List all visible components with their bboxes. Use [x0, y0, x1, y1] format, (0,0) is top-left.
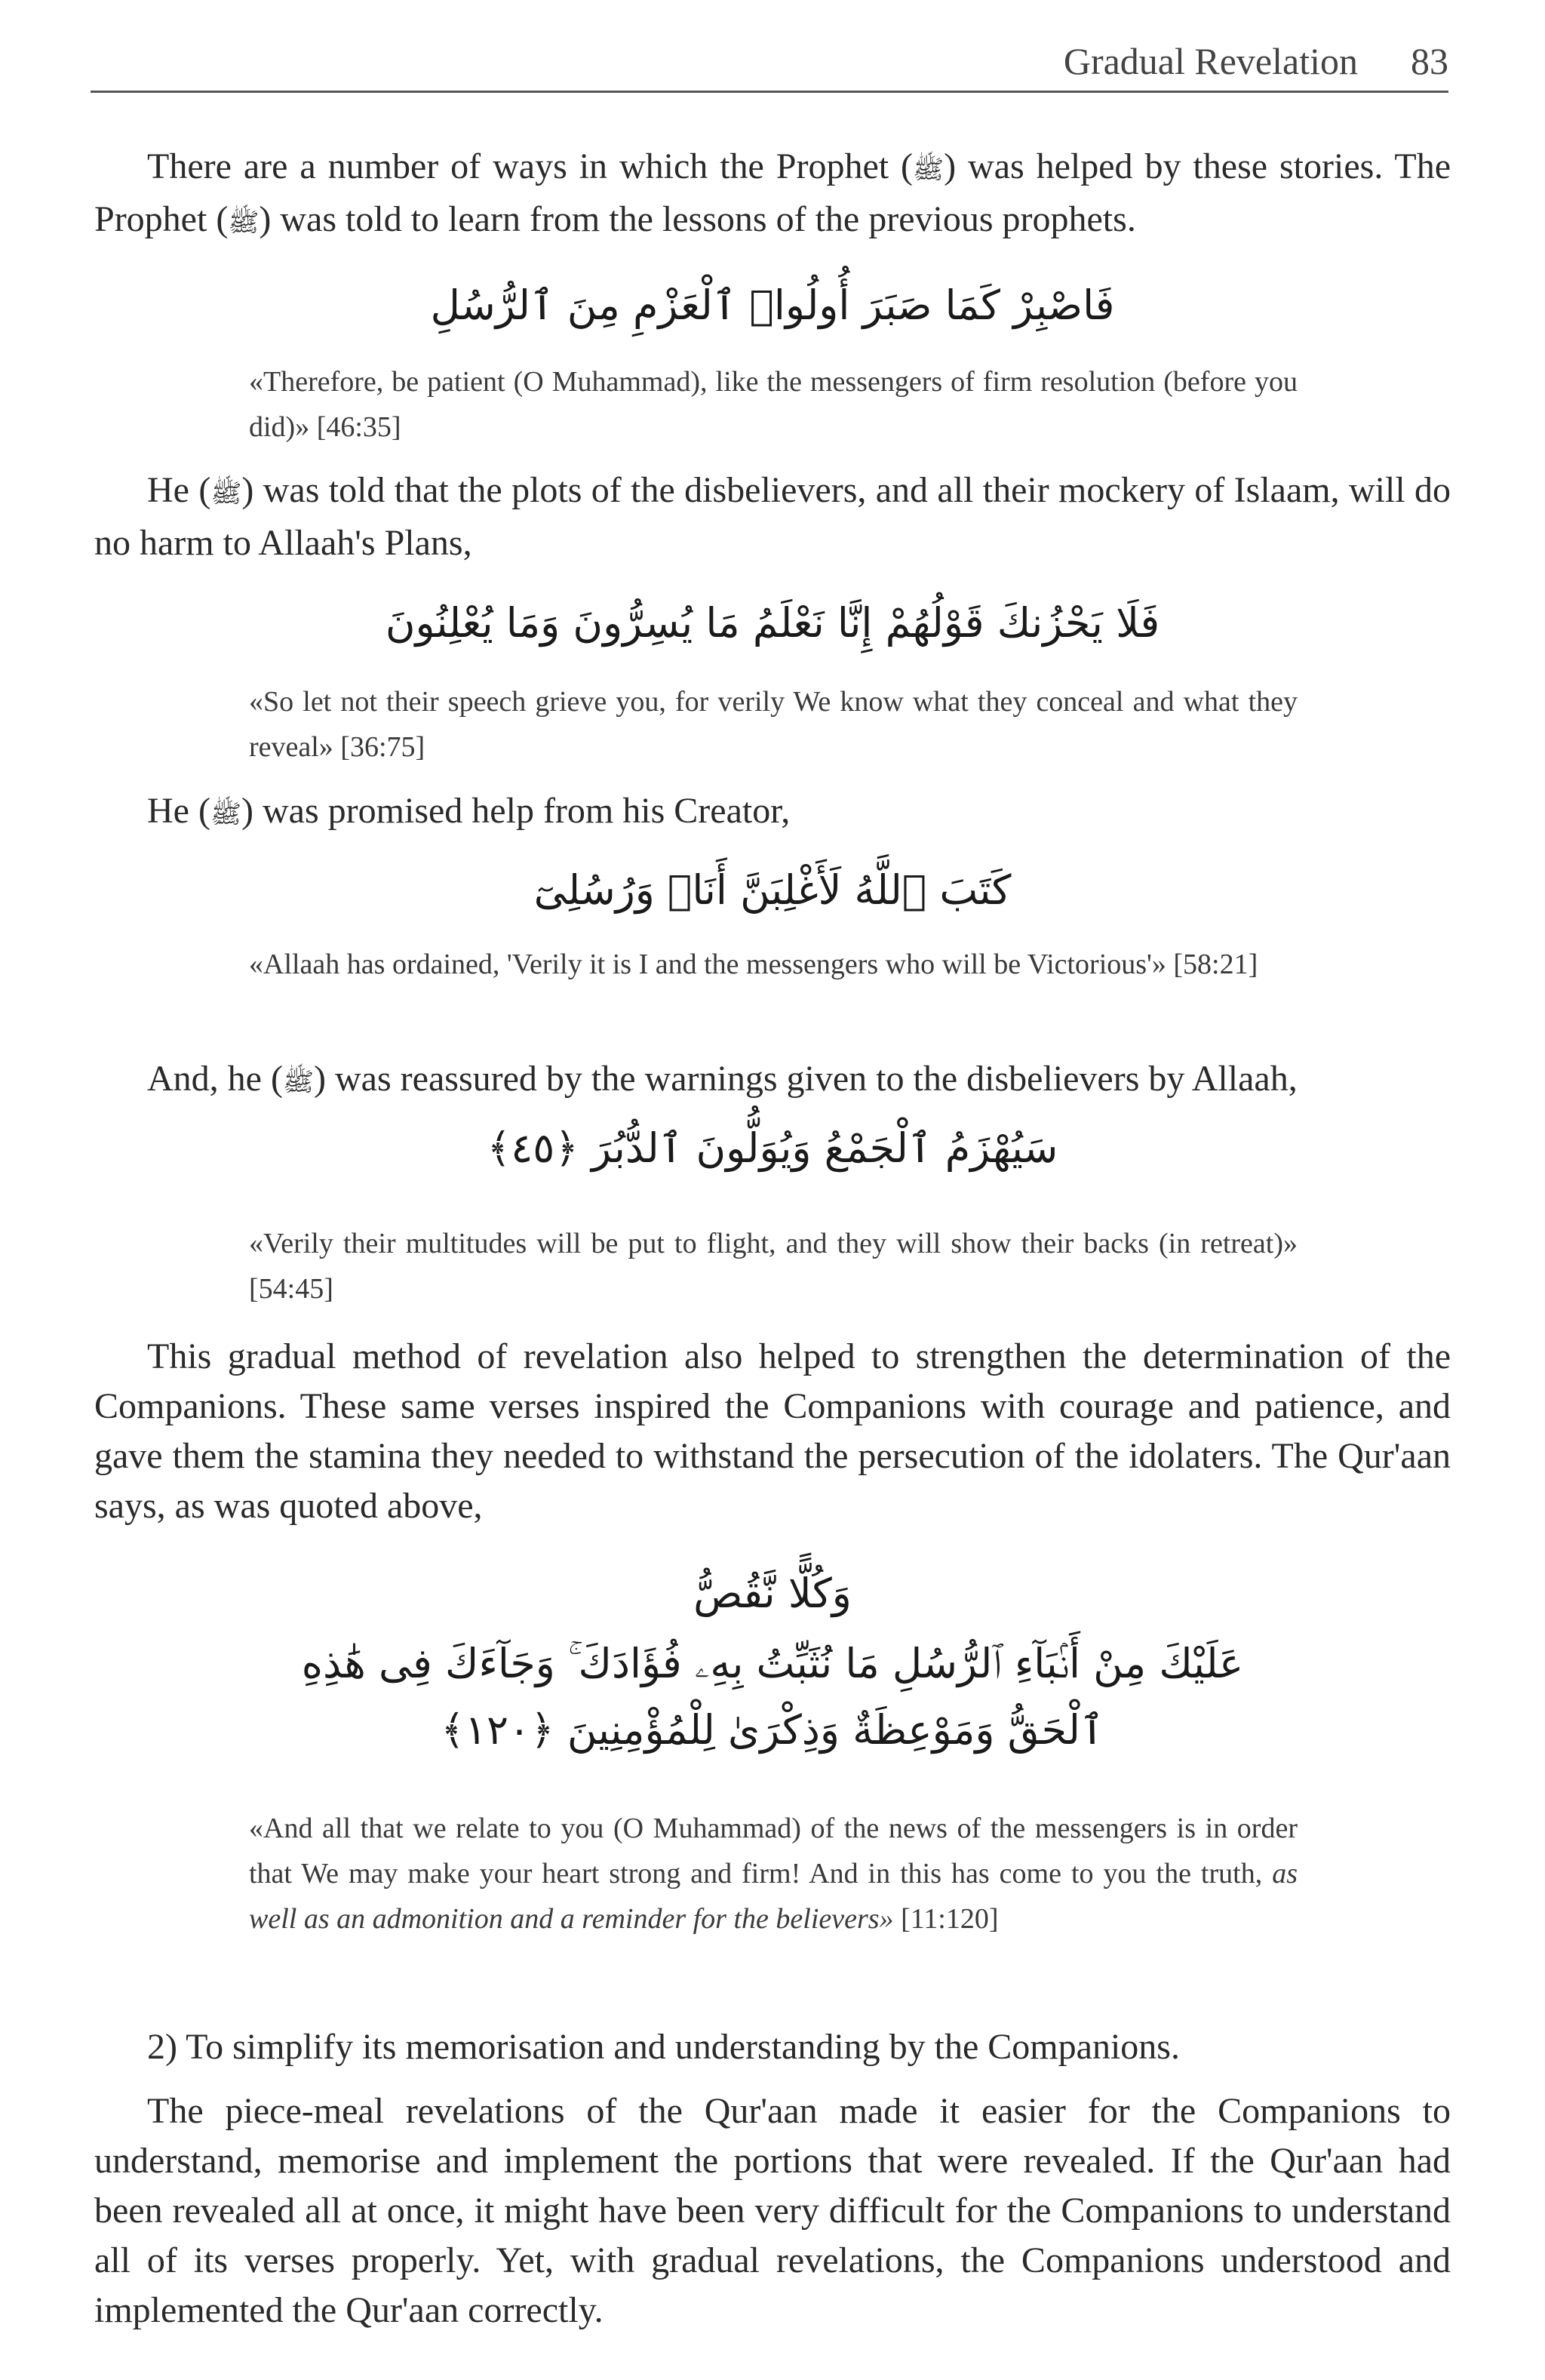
arabic-verse-11-120-line-1: وَكُلًّا نَّقُصُّ — [693, 1570, 852, 1617]
paragraph-gradual-method: This gradual method of revelation also helped to strengthen the determination of the Companions. These same verses inspired the Companions with courage and patience, and gave them the stamina they needed to withstand the persecution of the idolaters. The Qur'aan says, as was quoted above, — [94, 1336, 1451, 1526]
salutation-symbol: ﷺ — [210, 799, 242, 829]
paragraph-piece-meal: The piece-meal revelations of the Qur'aan made it easier for the Companions to understand, memorise and implement the portions that were revealed. If the Qur'aan had been revealed all at once, it might have been very difficult for the Companions to understand all of its verses properly. Yet, with gradual revelations, the Companions understood and implemented the Qur'aan correctly. — [94, 2091, 1451, 2330]
arabic-verse-58-21: كَتَبَ ٱللَّهُ لَأَغْلِبَنَّ أَنَا۠ وَرُسُلِىٓ — [533, 866, 1012, 914]
salutation-symbol: ﷺ — [913, 155, 945, 185]
verse-translation-46-35: «Therefore, be patient (O Muhammad), like the messengers of firm resolution (before you did)» [46:35] — [249, 366, 1298, 443]
salutation-symbol: ﷺ — [282, 1067, 315, 1097]
arabic-verse-54-45: سَيُهْزَمُ ٱلْجَمْعُ وَيُوَلُّونَ ٱلدُّبُرَ ﴿٤٥﴾ — [487, 1124, 1058, 1172]
paragraph-plots: He (ﷺ) was told that the plots of the disbelievers, and all their mockery of Islaam, will do no harm to Allaah's Plans, — [94, 470, 1451, 563]
verse-translation-36-75: «So let not their speech grieve you, for verily We know what they conceal and what they reveal» [36:75] — [249, 686, 1298, 763]
arabic-verse-46-35: فَاصْبِرْ كَمَا صَبَرَ أُولُوا۟ ٱلْعَزْمِ مِنَ ٱلرُّسُلِ — [430, 281, 1115, 329]
italic-phrase: as well as an admonition and a reminder for the believers» — [249, 1858, 1298, 1935]
salutation-symbol: ﷺ — [228, 208, 260, 238]
paragraph-promised-help: He (ﷺ) was promised help from his Creator, — [147, 791, 791, 831]
arabic-verse-11-120-line-3: ٱلْحَقُّ وَمَوْعِظَةٌ وَذِكْرَىٰ لِلْمُؤْمِنِينَ ﴿١٢٠﴾ — [441, 1706, 1104, 1754]
numbered-point-2: 2) To simplify its memorisation and understanding by the Companions. — [147, 2027, 1180, 2067]
verse-translation-58-21: «Allaah has ordained, 'Verily it is I and the messengers who will be Victorious'» [58:21] — [249, 949, 1258, 980]
verse-translation-54-45: «Verily their multitudes will be put to flight, and they will show their backs (in retreat)» [54:45] — [249, 1228, 1298, 1305]
arabic-verse-36-75: فَلَا يَحْزُنكَ قَوْلُهُمْ إِنَّا نَعْلَمُ مَا يُسِرُّونَ وَمَا يُعْلِنُونَ — [385, 599, 1160, 647]
arabic-verse-11-120-line-2: عَلَيْكَ مِنْ أَنۢبَآءِ ٱلرُّسُلِ مَا نُثَبِّتُ بِهِۦ فُؤَادَكَ ۚ وَجَآءَكَ فِى هَٰذِهِ — [301, 1640, 1244, 1687]
verse-translation-11-120: «And all that we relate to you (O Muhammad) of the news of the messengers is in order that We may make your heart strong and firm! And in this has come to you the truth, as well as an admonition and a reminder for the believers» [11:120] — [249, 1813, 1298, 1935]
paragraph-warnings: And, he (ﷺ) was reassured by the warnings given to the disbelievers by Allaah, — [147, 1059, 1298, 1099]
running-header — [91, 36, 1448, 93]
salutation-symbol: ﷺ — [210, 478, 242, 509]
chapter-title: Gradual Revelation — [1063, 40, 1358, 82]
page-number: 83 — [1411, 40, 1448, 82]
paragraph-stories: There are a number of ways in which the Prophet (ﷺ) was helped by these stories. The Prophet (ﷺ) was told to learn from the lessons of the previous prophets. — [94, 146, 1451, 239]
